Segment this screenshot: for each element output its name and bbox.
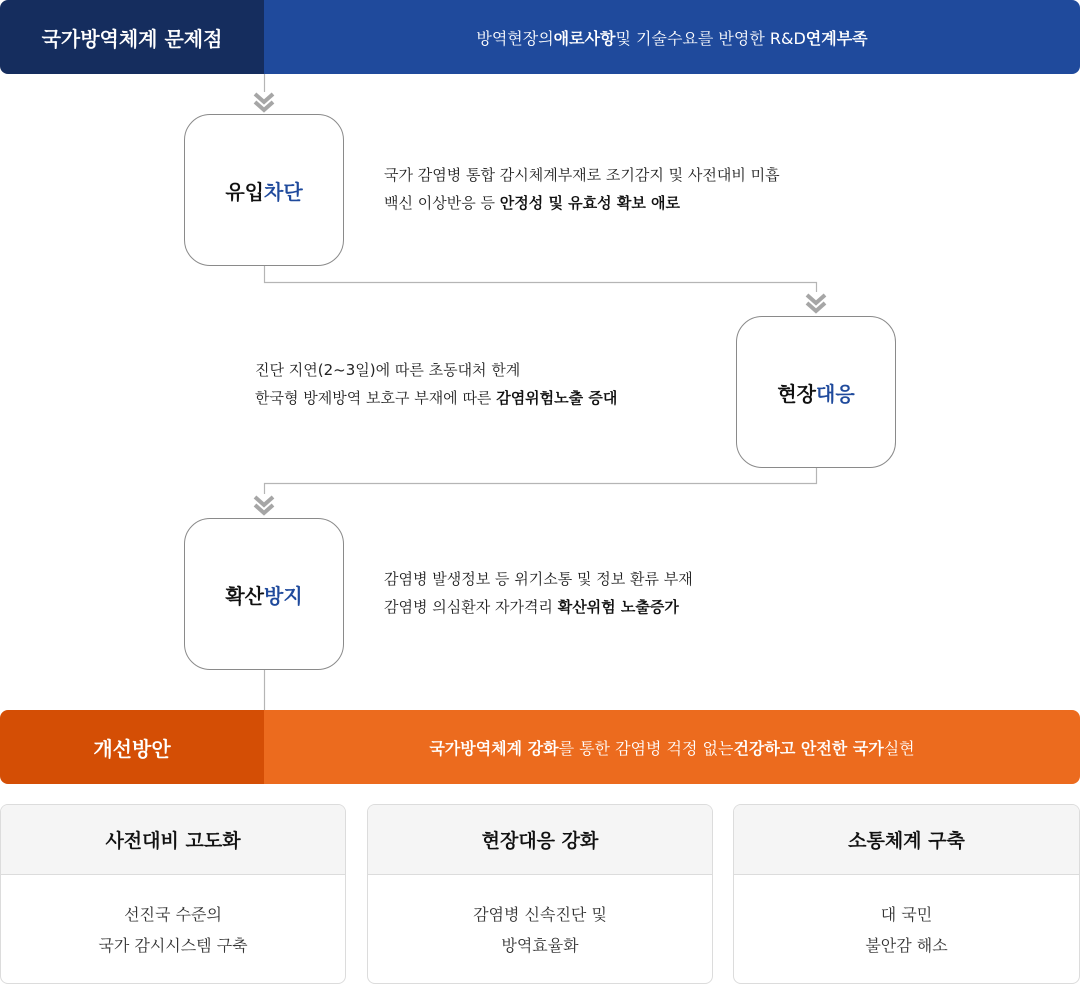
card-body-line: 방역효율화 xyxy=(501,936,579,955)
connector-step1-to-step2 xyxy=(265,266,817,292)
card-body-line: 선진국 수준의 xyxy=(124,905,222,924)
card-body-line: 국가 감시시스템 구축 xyxy=(98,936,248,955)
improvement-banner-text xyxy=(264,710,1080,784)
step-description-bold: 확산위험 노출증가 xyxy=(557,598,679,616)
chevron-double-down-icon xyxy=(255,497,273,513)
card-title: 사전대비 고도화 xyxy=(1,805,345,875)
improvement-text-bold: 건강하고 안전한 국가 xyxy=(733,738,884,758)
step-description-plain: 한국형 방제방역 보호구 부재에 따른 xyxy=(255,389,497,407)
card-body-line: 불안감 해소 xyxy=(865,936,948,955)
step-description-bold: 감염위험노출 증대 xyxy=(496,389,618,407)
card-body xyxy=(734,875,1079,984)
step-title-accent: 차단 xyxy=(264,179,303,204)
improvement-card xyxy=(367,804,713,984)
chevron-double-down-icon xyxy=(255,94,273,110)
improvement-text-part: 를 통한 감염병 걱정 없는 xyxy=(558,738,734,758)
problem-banner xyxy=(0,0,1080,74)
problem-text-part: 방역현장의 xyxy=(476,28,554,48)
step-title-main: 유입 xyxy=(225,179,264,204)
step-title-main: 현장 xyxy=(777,381,816,406)
card-title: 현장대응 강화 xyxy=(368,805,712,875)
step-description-line xyxy=(384,189,780,217)
problem-text-part: 및 기술수요를 반영한 R&D xyxy=(615,28,806,48)
card-body-line: 대 국민 xyxy=(880,905,933,924)
problem-banner-text xyxy=(264,0,1080,74)
step-description-line xyxy=(384,593,693,621)
improvement-text-bold: 국가방역체계 강화 xyxy=(429,738,559,758)
improvement-banner-label: 개선방안 xyxy=(0,710,264,784)
step-description xyxy=(255,356,617,412)
problem-text-bold: 연계부족 xyxy=(805,28,868,48)
step-description-line: 감염병 발생정보 등 위기소통 및 정보 환류 부재 xyxy=(384,570,693,588)
card-body xyxy=(1,875,345,984)
chevron-double-down-icon xyxy=(807,295,825,311)
improvement-card xyxy=(733,804,1080,984)
step-title-main: 확산 xyxy=(225,583,264,608)
card-title: 소통체계 구축 xyxy=(734,805,1079,875)
step-description-plain: 감염병 의심환자 자가격리 xyxy=(384,598,558,616)
improvement-text-part: 실현 xyxy=(883,738,915,758)
card-body xyxy=(368,875,712,984)
step-title-accent: 방지 xyxy=(264,583,303,608)
step-description-line: 진단 지연(2~3일)에 따른 초동대처 한계 xyxy=(255,361,521,379)
step-box-spread-prevention xyxy=(184,518,344,670)
step-description xyxy=(384,161,780,217)
step-description xyxy=(384,565,693,621)
problem-banner-label: 국가방역체계 문제점 xyxy=(0,0,264,74)
step-description-line xyxy=(255,384,617,412)
step-description-bold: 안정성 및 유효성 확보 애로 xyxy=(499,194,681,212)
step-box-field-response xyxy=(736,316,896,468)
improvement-card xyxy=(0,804,346,984)
card-body-line: 감염병 신속진단 및 xyxy=(473,905,607,924)
step-title-accent: 대응 xyxy=(816,381,855,406)
step-description-plain: 백신 이상반응 등 xyxy=(384,194,500,212)
improvement-banner xyxy=(0,710,1080,784)
connector-step2-to-step3 xyxy=(265,468,817,494)
step-box-inflow-block xyxy=(184,114,344,266)
step-description-line: 국가 감염병 통합 감시체계부재로 조기감지 및 사전대비 미흡 xyxy=(384,166,780,184)
problem-text-bold: 애로사항 xyxy=(553,28,616,48)
